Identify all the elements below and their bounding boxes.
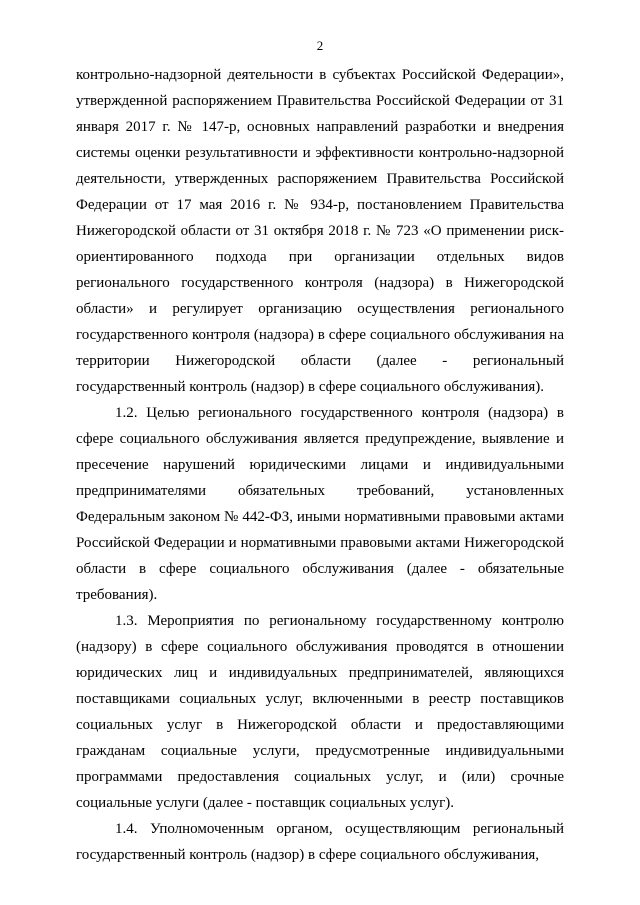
- paragraph-continuation: контрольно-надзорной деятельности в субъектах Российской Федерации», утвержденной распоряжением Правительства Российской Федерации от 31 января 2017 г. № 147-р, основных направлений разработки и внедрения системы оценки результативности и эффективности контрольно-надзорной деятельности, утвержденных распоряжением Правительства Российской Федерации от 17 мая 2016 г. № 934-р, постановлением Правительства Нижегородской области от 31 октября 2018 г. № 723 «О применении риск-ориентированного подхода при организации отдельных видов регионального государственного контроля (надзора) в Нижегородской области» и регулирует организацию осуществления регионального государственного контроля (надзора) в сфере социального обслуживания на территории Нижегородской области (далее - региональный государственный контроль (надзор) в сфере социального обслуживания).: [76, 67, 564, 395]
- paragraph-1-2: 1.2. Целью регионального государственного контроля (надзора) в сфере социального обслуживания является предупреждение, выявление и пресечение нарушений юридическими лицами и индивидуальными предпринимателями обязательных требований, установленных Федеральным законом № 442-ФЗ, иными нормативными правовыми актами Российской Федерации и нормативными правовыми актами Нижегородской области в сфере социального обслуживания (далее - обязательные требования).: [76, 405, 564, 603]
- document-body: [76, 62, 564, 868]
- paragraph-1-4: 1.4. Уполномоченным органом, осуществляющим региональный государственный контроль (надзор) в сфере социального обслуживания,: [76, 821, 564, 863]
- paragraph-1-3: 1.3. Мероприятия по региональному государственному контролю (надзору) в сфере социального обслуживания проводятся в отношении юридических лиц и индивидуальных предпринимателей, являющихся поставщиками социальных услуг, включенными в реестр поставщиков социальных услуг в Нижегородской области и предоставляющими гражданам социальные услуги, предусмотренные индивидуальными программами предоставления социальных услуг, и (или) срочные социальные услуги (далее - поставщик социальных услуг).: [76, 613, 564, 811]
- page-number: 2: [316, 38, 324, 53]
